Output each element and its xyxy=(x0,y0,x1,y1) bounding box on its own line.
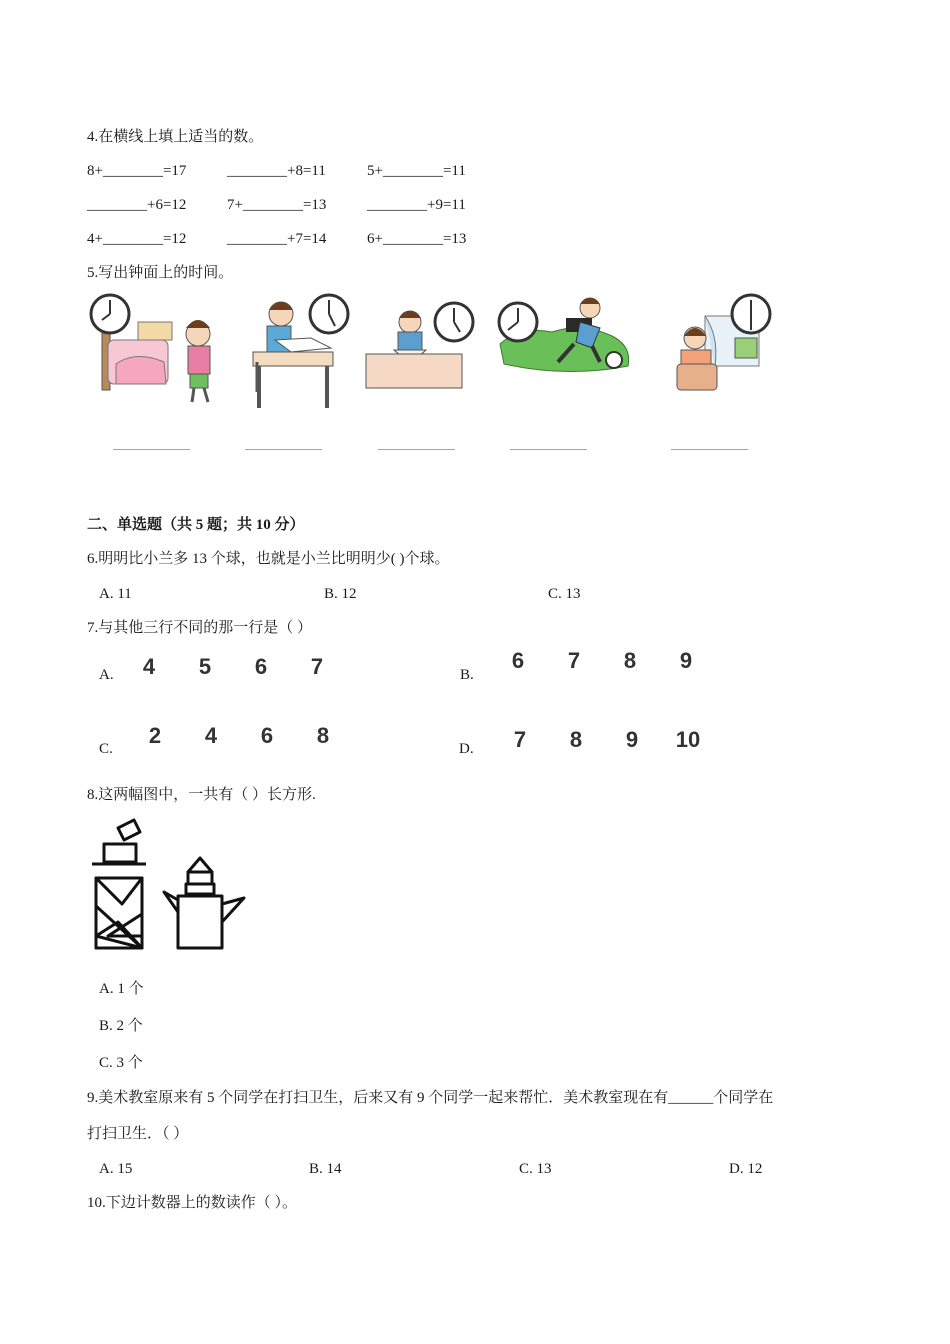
clock-scene-watching-tv xyxy=(675,292,775,396)
q4-blank-1-1[interactable]: 8+________=17 xyxy=(87,163,187,179)
q7-stem: 7.与其他三行不同的那一行是（ ） xyxy=(87,620,313,636)
q9-option-d[interactable]: D. 12 xyxy=(729,1161,763,1177)
q5-answer-line-1[interactable] xyxy=(113,449,190,450)
q8-option-c[interactable]: C. 3 个 xyxy=(99,1055,143,1071)
clock-icon xyxy=(91,295,129,333)
q5-answer-line-5[interactable] xyxy=(671,449,748,450)
q4-blank-1-2[interactable]: ________+8=11 xyxy=(227,163,326,179)
q6-option-a[interactable]: A. 11 xyxy=(99,586,132,602)
clock-scene-waking-up xyxy=(88,292,228,410)
q8-option-a[interactable]: A. 1 个 xyxy=(99,981,144,997)
q4-blank-3-3[interactable]: 6+________=13 xyxy=(367,231,467,247)
q7-option-a-label[interactable]: A. xyxy=(99,667,114,683)
q7-option-d-digits: 7 8 9 10 xyxy=(513,727,701,752)
q8-shape-figures xyxy=(88,818,248,954)
q6-option-b[interactable]: B. 12 xyxy=(324,586,357,602)
q5-answer-line-2[interactable] xyxy=(245,449,322,450)
q7-option-a-digits: 4 5 6 7 xyxy=(142,654,324,679)
q4-blank-3-1[interactable]: 4+________=12 xyxy=(87,231,187,247)
q7-option-b-digits: 6 7 8 9 xyxy=(511,648,693,673)
q8-stem: 8.这两幅图中，一共有（ ）长方形. xyxy=(87,787,316,803)
q4-blank-2-2[interactable]: 7+________=13 xyxy=(227,197,327,213)
q7-option-c-label[interactable]: C. xyxy=(99,741,113,757)
q6-stem: 6.明明比小兰多 13 个球，也就是小兰比明明少( )个球。 xyxy=(87,551,450,567)
q7-option-b-label[interactable]: B. xyxy=(460,667,474,683)
q9-stem-line1: 9.美术教室原来有 5 个同学在打扫卫生，后来又有 9 个同学一起来帮忙．美术教室现在有______个同学在 xyxy=(87,1090,774,1106)
q4-blank-2-1[interactable]: ________+6=12 xyxy=(87,197,187,213)
clock-scene-playing-ball xyxy=(494,292,636,378)
q4-title: 4.在横线上填上适当的数。 xyxy=(87,129,264,145)
clock-scene-eating xyxy=(362,292,477,392)
q6-option-c[interactable]: C. 13 xyxy=(548,586,581,602)
section-heading: 二、单选题（共 5 题；共 10 分） xyxy=(87,517,305,533)
clock-scene-homework xyxy=(245,292,360,410)
q9-option-a[interactable]: A. 15 xyxy=(99,1161,133,1177)
q7-option-d-label[interactable]: D. xyxy=(459,741,474,757)
q5-answer-line-4[interactable] xyxy=(510,449,587,450)
q9-option-c[interactable]: C. 13 xyxy=(519,1161,552,1177)
q9-option-b[interactable]: B. 14 xyxy=(309,1161,342,1177)
q8-option-b[interactable]: B. 2 个 xyxy=(99,1018,143,1034)
q7-option-c-digits: 2 4 6 8 xyxy=(148,723,330,748)
q4-blank-1-3[interactable]: 5+________=11 xyxy=(367,163,466,179)
q5-title: 5.写出钟面上的时间。 xyxy=(87,265,234,281)
q5-answer-line-3[interactable] xyxy=(378,449,455,450)
q4-blank-2-3[interactable]: ________+9=11 xyxy=(367,197,466,213)
q4-blank-3-2[interactable]: ________+7=14 xyxy=(227,231,327,247)
q10-stem: 10.下边计数器上的数读作（ ）。 xyxy=(87,1195,298,1211)
q9-stem-line2: 打扫卫生．（ ） xyxy=(87,1126,189,1142)
